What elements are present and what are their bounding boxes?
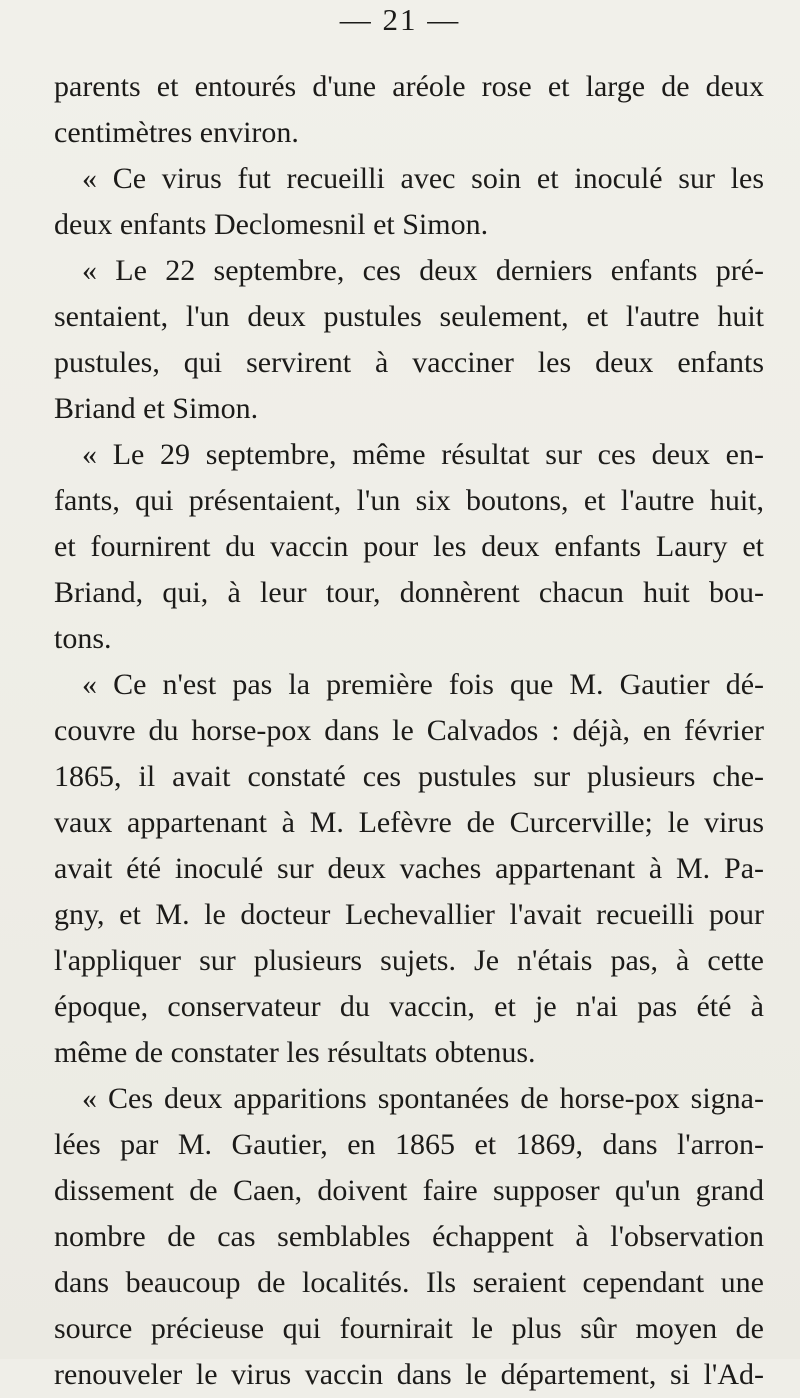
text-line: couvre du horse-pox dans le Calvados : déjà, en février bbox=[54, 714, 764, 747]
text-line: « Ces deux apparitions spontanées de horse-pox signa- bbox=[82, 1082, 764, 1115]
text-line: époque, conservateur du vaccin, et je n'ai pas été à bbox=[54, 990, 764, 1023]
text-line: renouveler le virus vaccin dans le département, si l'Ad- bbox=[54, 1358, 764, 1391]
text-line: « Ce n'est pas la première fois que M. Gautier dé- bbox=[82, 668, 764, 701]
text-line: et fournirent du vaccin pour les deux enfants Laury et bbox=[54, 530, 764, 563]
text-line: « Le 29 septembre, même résultat sur ces deux en- bbox=[82, 438, 764, 471]
page-number: — 21 — bbox=[339, 2, 461, 37]
text-line: tons. bbox=[54, 622, 112, 655]
text-line: Briand et Simon. bbox=[54, 392, 259, 425]
text-line: « Le 22 septembre, ces deux derniers enfants pré- bbox=[82, 254, 764, 287]
text-line: 1865, il avait constaté ces pustules sur plusieurs che- bbox=[54, 760, 764, 793]
body-text bbox=[54, 64, 764, 1398]
text-line: pustules, qui servirent à vacciner les deux enfants bbox=[54, 346, 764, 379]
text-line: « Ce virus fut recueilli avec soin et inoculé sur les bbox=[82, 162, 764, 195]
text-line: lées par M. Gautier, en 1865 et 1869, dans l'arron- bbox=[54, 1128, 764, 1161]
text-line: gny, et M. le docteur Lechevallier l'avait recueilli pour bbox=[54, 898, 764, 931]
text-line: nombre de cas semblables échappent à l'observation bbox=[54, 1220, 764, 1253]
text-line: dissement de Caen, doivent faire supposer qu'un grand bbox=[54, 1174, 764, 1207]
text-line: Briand, qui, à leur tour, donnèrent chacun huit bou- bbox=[54, 576, 764, 609]
text-line: sentaient, l'un deux pustules seulement, et l'autre huit bbox=[54, 300, 764, 333]
text-line: fants, qui présentaient, l'un six boutons, et l'autre huit, bbox=[54, 484, 764, 517]
text-line: source précieuse qui fournirait le plus sûr moyen de bbox=[54, 1312, 764, 1345]
text-line: deux enfants Declomesnil et Simon. bbox=[54, 208, 489, 241]
text-line: avait été inoculé sur deux vaches appartenant à M. Pa- bbox=[54, 852, 764, 885]
text-line: dans beaucoup de localités. Ils seraient cependant une bbox=[54, 1266, 764, 1299]
text-line: centimètres environ. bbox=[54, 116, 299, 149]
text-line: vaux appartenant à M. Lefèvre de Curcerville; le virus bbox=[54, 806, 764, 839]
text-line: l'appliquer sur plusieurs sujets. Je n'étais pas, à cette bbox=[54, 944, 764, 977]
text-line: même de constater les résultats obtenus. bbox=[54, 1036, 536, 1069]
text-line: parents et entourés d'une aréole rose et large de deux bbox=[54, 70, 764, 103]
